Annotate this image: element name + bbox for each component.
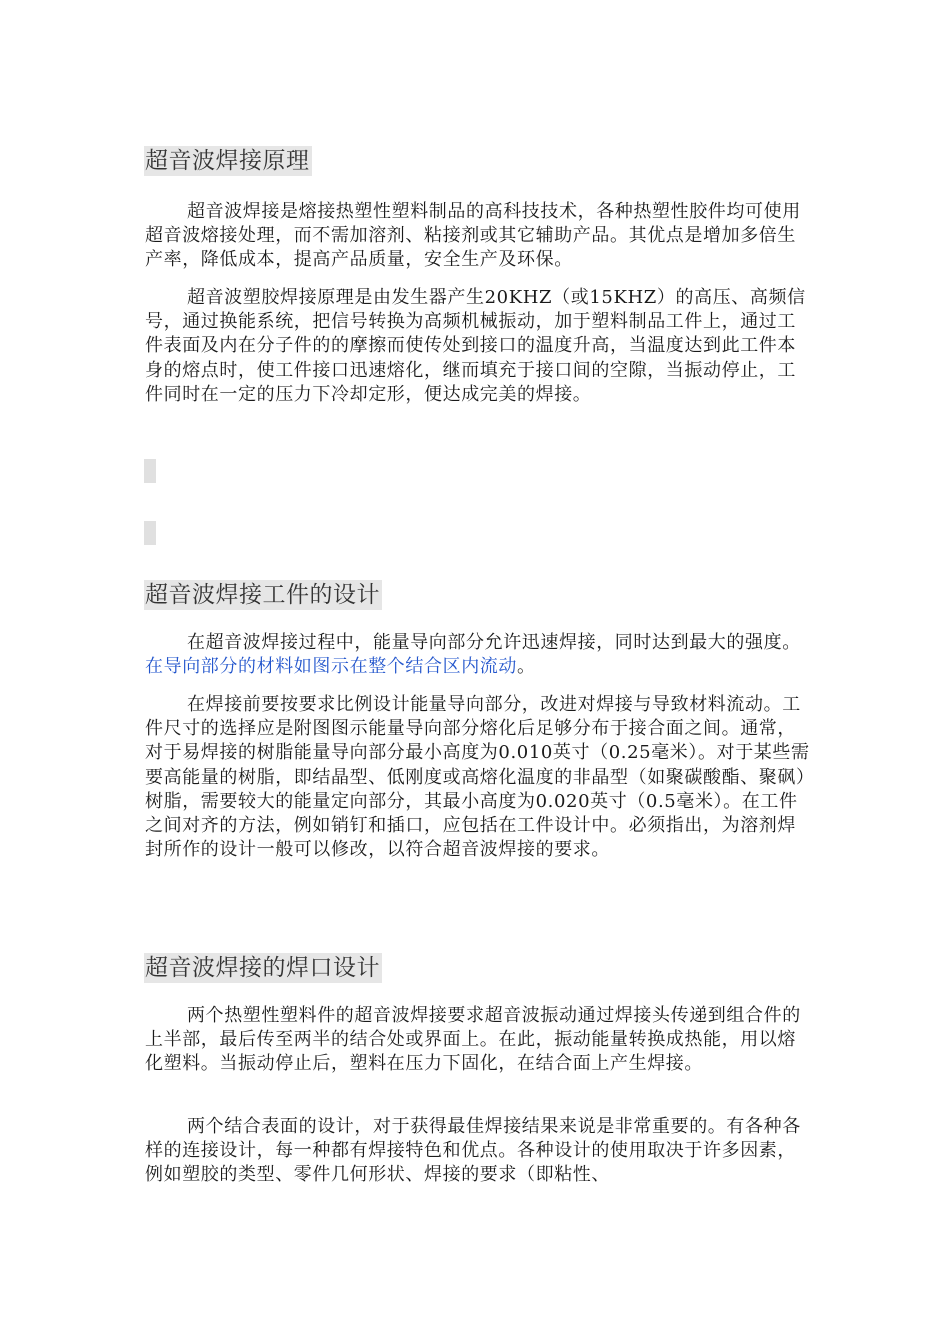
paragraph-joint-design: 两个结合表面的设计，对于获得最佳焊接结果来说是非常重要的。有各种各样的连接设计，每一种都有焊接特色和优点。各种设计的使用取决于许多因素，例如塑胶的类型、零件几何形状、焊接的要求（即粘性、 <box>145 1116 801 1186</box>
figure-link[interactable]: 在导向部分的材料如图示在整个结合区内流动 <box>145 656 517 678</box>
section-heading-part-design: 超音波焊接工件的设计 <box>145 582 380 608</box>
placeholder-block <box>144 521 156 545</box>
section-heading-principle: 超音波焊接原理 <box>145 148 310 174</box>
paragraph-joint-process: 两个热塑性塑料件的超音波焊接要求超音波振动通过焊接头传递到组合件的上半部，最后传至两半的结合处或界面上。在此，振动能量转换成热能，用以熔化塑料。当振动停止后，塑料在压力下固化，在结合面上产生焊接。 <box>145 1005 801 1075</box>
section-heading-joint-design: 超音波焊接的焊口设计 <box>145 955 380 981</box>
paragraph-principle-intro: 超音波焊接是熔接热塑性塑料制品的高科技技术，各种热塑性胶件均可使用超音波熔接处理，而不需加溶剂、粘接剂或其它辅助产品。其优点是增加多倍生产率，降低成本，提高产品质量，安全生产及环保。 <box>145 201 801 271</box>
paragraph-energy-director <box>145 631 810 679</box>
placeholder-block <box>144 459 156 483</box>
paragraph-text: 在超音波焊接过程中，能量导向部分允许迅速焊接，同时达到最大的强度。 <box>187 632 801 653</box>
paragraph-energy-director-design: 在焊接前要按要求比例设计能量导向部分，改进对焊接与导致材料流动。工件尺寸的选择应是附图图示能量导向部分熔化后足够分布于接合面之间。通常，对于易焊接的树脂能量导向部分最小高度为0.010英寸（0.25毫米）。对于某些需要高能量的树脂，即结晶型、低刚度或高熔化温度的非晶型（如聚碳酸酯、聚砜）树脂，需要较大的能量定向部分，其最小高度为0.020英寸（0.5毫米）。在工件之间对齐的方法，例如销钉和插口，应包括在工件设计中。必须指出，为溶剂焊封所作的设计一般可以修改，以符合超音波焊接的要求。 <box>145 694 810 861</box>
paragraph-principle-detail: 超音波塑胶焊接原理是由发生器产生20KHZ（或15KHZ）的高压、高频信号，通过换能系统，把信号转换为高频机械振动，加于塑料制品工件上，通过工件表面及内在分子件的的摩擦而使传处到接口的温度升高，当温度达到此工件本身的熔点时，使工件接口迅速熔化，继而填充于接口间的空隙，当振动停止，工件同时在一定的压力下冷却定形，便达成完美的焊接。 <box>145 287 806 405</box>
paragraph-text-end: 。 <box>517 656 536 678</box>
